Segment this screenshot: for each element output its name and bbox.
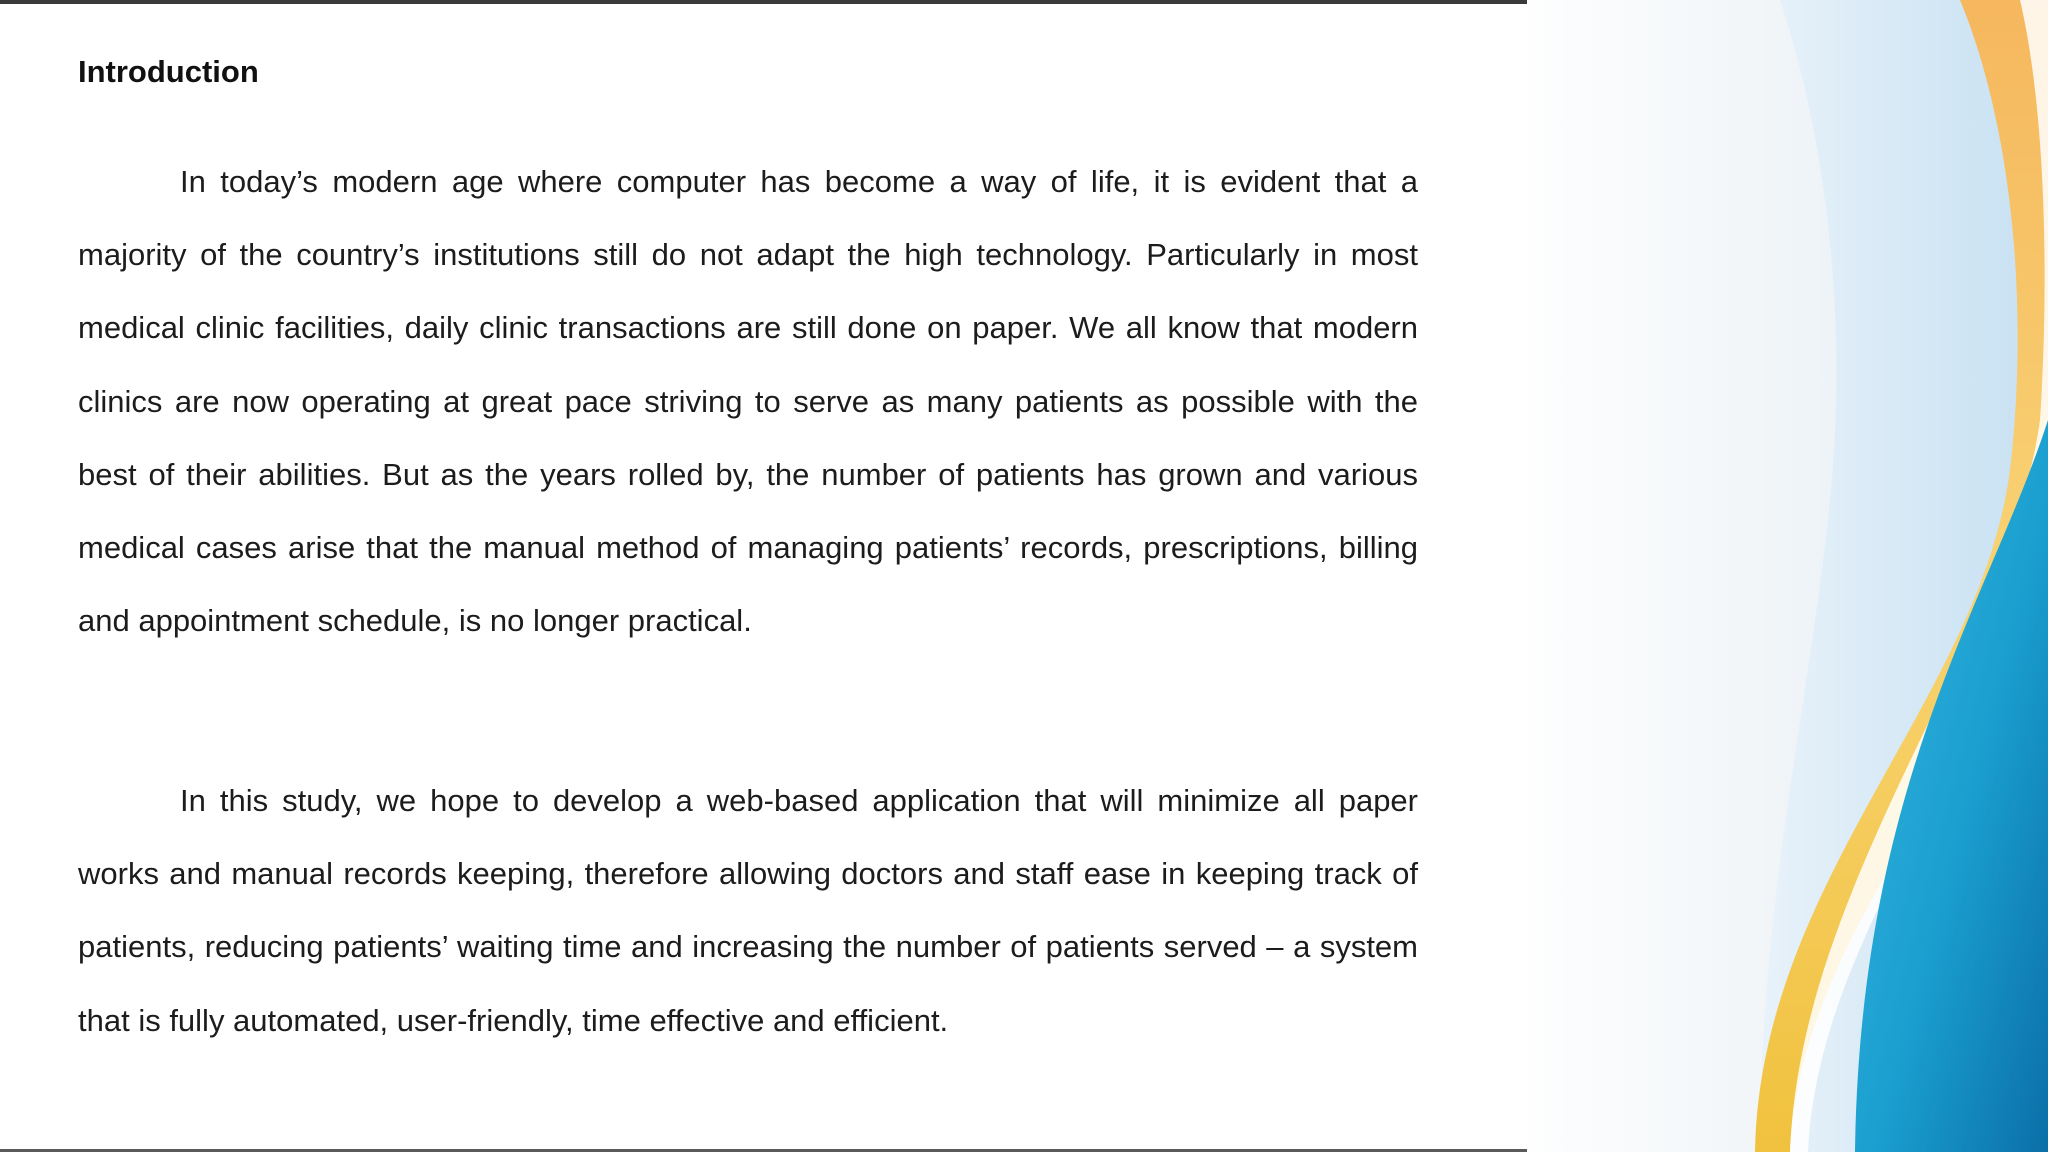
- paragraph-2: In this study, we hope to develop a web-based application that will minimize all paper works and manual records keeping, therefore allowing doctors and staff ease in keeping track of patients, reducing patients’ waiting time and increasing the number of patients served – a system that is fully automated, user-friendly, time effective and efficient.: [78, 783, 1418, 1038]
- paragraph-1: In today’s modern age where computer has become a way of life, it is evident that a majority of the country’s institutions still do not adapt the high technology. Particularly in most medical clinic facilities, daily clinic transactions are still done on paper. We all know that modern clinics are now operating at great pace striving to serve as many patients as possible with the best of their abilities. But as the years rolled by, the number of patients has grown and various medical cases arise that the manual method of managing patients’ records, prescriptions, billing and appointment schedule, is no longer practical.: [78, 164, 1418, 639]
- section-heading: Introduction: [78, 54, 259, 89]
